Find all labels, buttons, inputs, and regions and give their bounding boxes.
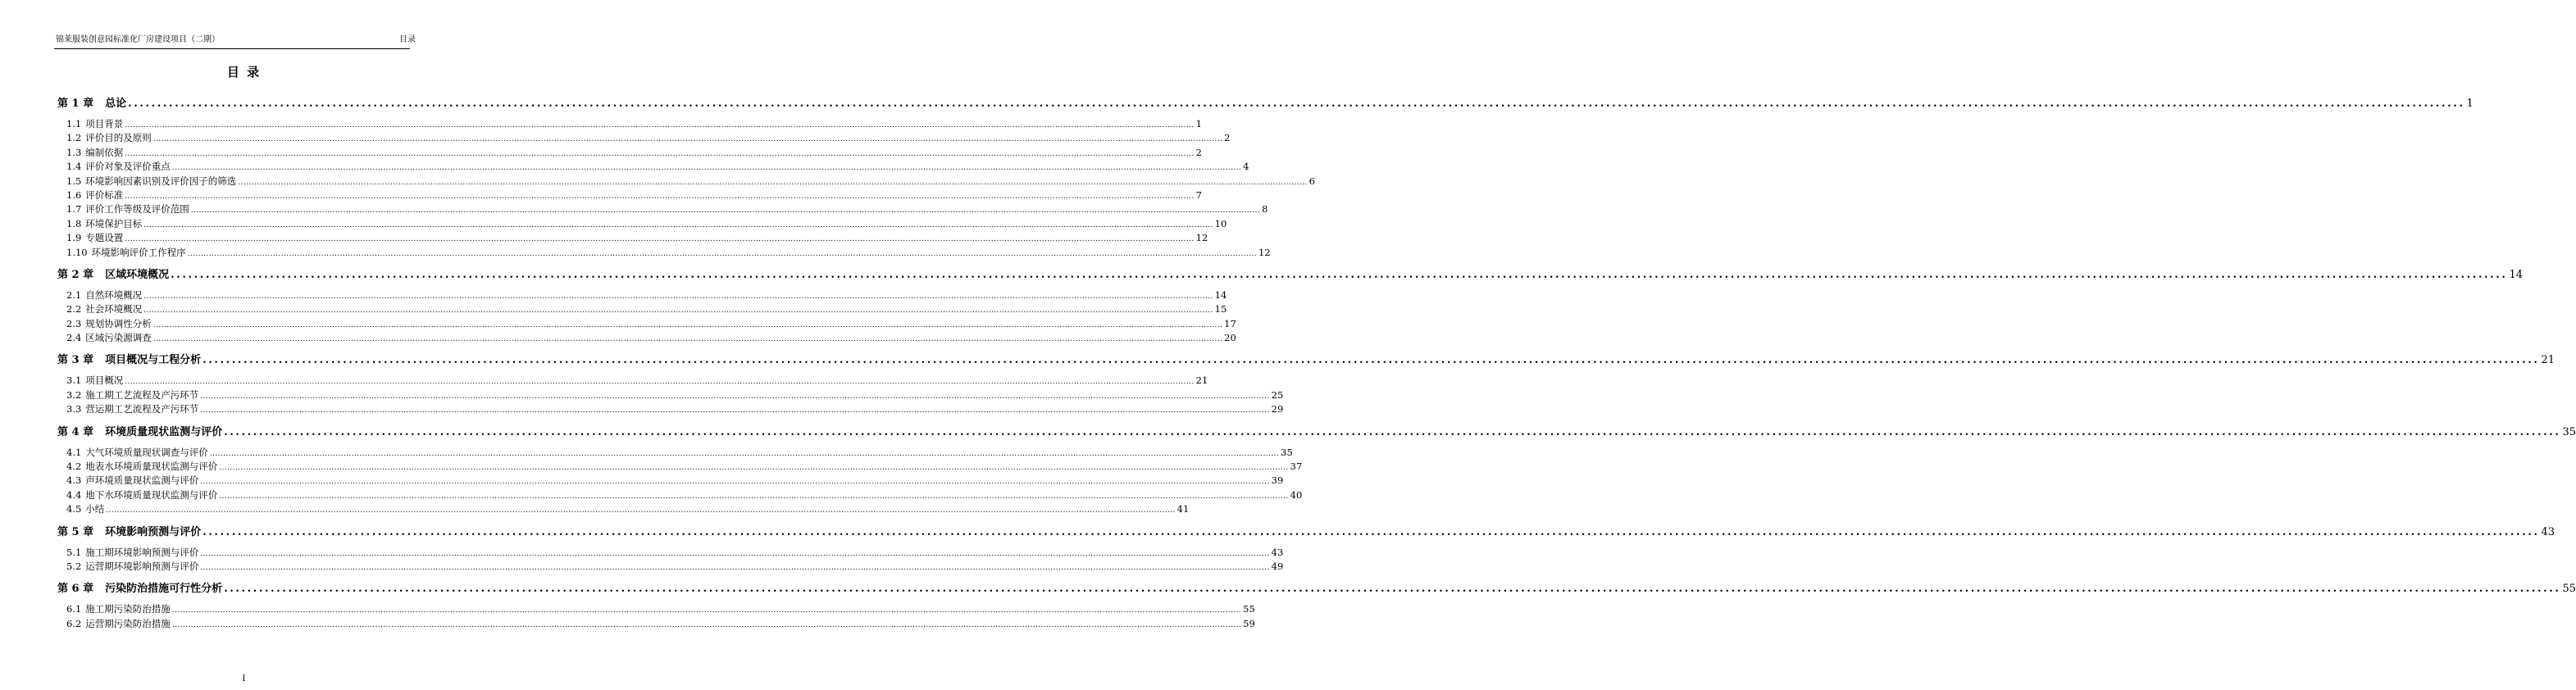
toc-section-entry-number: 1.2 <box>66 132 82 144</box>
toc-section-entry-number: 5.1 <box>66 546 82 558</box>
toc-section-entry-label <box>66 302 142 316</box>
toc-section-entry-label <box>66 460 217 474</box>
toc-chapter-entry-label <box>57 93 126 115</box>
dot-leader: ................................................................................................................................................................................................................................................................................................................................................................................................................ <box>224 583 2561 596</box>
dot-leader: ................................................................................................................................................................................................................................................................................................................................................................................................................ <box>125 378 1195 387</box>
toc-section-entry[interactable] <box>57 374 1208 388</box>
toc-chapter-entry[interactable] <box>57 421 2576 443</box>
toc-section-entry-label <box>66 117 123 131</box>
toc-section-entry-page: 55 <box>1243 603 1255 615</box>
toc-section-entry[interactable] <box>57 202 1268 216</box>
toc-section-entry-label <box>66 374 123 388</box>
toc-section-entry[interactable] <box>57 288 1227 302</box>
toc-section-entry-number: 4.5 <box>66 503 82 515</box>
toc-section-entry-label <box>66 446 208 460</box>
toc-section-entry-number: 3.2 <box>66 388 82 401</box>
toc-section-entry-page: 6 <box>1308 175 1315 187</box>
toc-chapter-entry-number: 第 1 章 <box>57 98 94 110</box>
dot-leader: ................................................................................................................................................................................................................................................................................................................................................................................................................ <box>152 335 1223 344</box>
toc-chapter-entry-label <box>57 521 201 543</box>
dot-leader: ................................................................................................................................................................................................................................................................................................................................................................................................................ <box>128 98 2465 110</box>
toc-section-entry-label <box>66 560 198 574</box>
toc-section-entry-label <box>66 402 198 416</box>
toc-section-entry[interactable] <box>57 117 1202 131</box>
toc-section-entry-number: 4.3 <box>66 474 82 487</box>
toc-section-entry-title: 评价工作等级及评价范围 <box>85 203 189 216</box>
toc-chapter-entry-title: 总论 <box>105 98 127 110</box>
toc-section-entry-label <box>66 146 123 160</box>
toc-section-entry-page: 35 <box>1281 446 1293 458</box>
toc-section-entry[interactable] <box>57 502 1190 516</box>
toc-section-entry[interactable] <box>57 217 1227 231</box>
toc-section-entry[interactable] <box>57 388 1284 402</box>
toc-section-entry[interactable] <box>57 231 1208 245</box>
toc-section-entry-page: 20 <box>1224 332 1236 344</box>
toc-section-entry-title: 项目背景 <box>85 118 124 129</box>
toc-section-entry-number: 1.9 <box>66 232 82 244</box>
toc-section-entry-label <box>66 217 142 231</box>
toc-chapter-entry-page: 55 <box>2562 583 2576 596</box>
toc-section-entry-page: 29 <box>1271 403 1284 415</box>
toc-section-entry-title: 大气环境质量现状调查与评价 <box>85 446 208 458</box>
toc-section-entry-number: 1.4 <box>66 161 82 173</box>
toc-chapter-entry-page: 21 <box>2541 354 2556 367</box>
dot-leader: ................................................................................................................................................................................................................................................................................................................................................................................................................ <box>200 549 1270 558</box>
toc-section-entry[interactable] <box>57 446 1293 460</box>
toc-section-entry-label <box>66 175 236 188</box>
toc-section-entry-label <box>66 288 142 302</box>
dot-leader: ................................................................................................................................................................................................................................................................................................................................................................................................................ <box>152 135 1223 144</box>
page-number: I <box>242 674 246 683</box>
toc-section-entry-title: 施工期工艺流程及产污环节 <box>85 388 199 401</box>
running-header <box>54 34 416 47</box>
toc-section-entry-title: 评价目的及原则 <box>85 132 152 144</box>
toc-section-entry[interactable] <box>57 160 1249 174</box>
toc-section-entry-page: 43 <box>1271 546 1284 558</box>
dot-leader: ................................................................................................................................................................................................................................................................................................................................................................................................................ <box>171 620 1242 629</box>
toc-section-entry-label <box>66 246 186 260</box>
toc-chapter-entry-number: 第 6 章 <box>57 583 94 596</box>
toc-section-entry-title: 施工期污染防治措施 <box>85 603 171 615</box>
toc-section-entry[interactable] <box>57 175 1315 188</box>
toc-section-entry-number: 4.1 <box>66 446 82 458</box>
toc-section-entry[interactable] <box>57 546 1284 560</box>
dot-leader: ................................................................................................................................................................................................................................................................................................................................................................................................................ <box>106 506 1176 515</box>
dot-leader: ................................................................................................................................................................................................................................................................................................................................................................................................................ <box>143 292 1213 301</box>
toc-section-entry-title: 评价标准 <box>85 188 124 201</box>
toc-section-entry-label <box>66 488 217 502</box>
dot-leader: ................................................................................................................................................................................................................................................................................................................................................................................................................ <box>125 192 1195 201</box>
toc-section-entry-label <box>66 317 152 331</box>
toc-chapter-entry-title: 项目概况与工程分析 <box>105 354 202 367</box>
toc-chapter-entry-title: 污染防治措施可行性分析 <box>105 583 223 596</box>
toc-section-entry-page: 15 <box>1214 303 1227 315</box>
toc-section-entry-title: 社会环境概况 <box>85 303 143 315</box>
toc-section-entry-label <box>66 202 189 216</box>
toc-section-entry-number: 2.4 <box>66 332 82 344</box>
toc-chapter-entry-title: 环境影响预测与评价 <box>105 525 202 538</box>
toc-section-entry[interactable] <box>57 617 1255 631</box>
toc-section-entry[interactable] <box>57 560 1284 574</box>
toc-section-entry-title: 声环境质量现状监测与评价 <box>85 474 199 487</box>
toc-chapter-entry-number: 第 4 章 <box>57 425 94 438</box>
toc-chapter-entry-label <box>57 349 201 371</box>
dot-leader: ................................................................................................................................................................................................................................................................................................................................................................................................................ <box>203 354 2540 367</box>
toc-section-entry[interactable] <box>57 460 1303 474</box>
toc-section-entry[interactable] <box>57 246 1271 260</box>
toc-section-entry-number: 4.2 <box>66 461 82 473</box>
header-project-title: 锦莱服装创意园标准化厂房建设项目（二期） <box>56 35 220 44</box>
toc-section-entry-page: 12 <box>1258 246 1271 258</box>
toc-section-entry-title: 环境影响因素识别及评价因子的筛选 <box>85 175 237 187</box>
toc-section-entry-page: 40 <box>1290 488 1303 501</box>
page-title: 目 录 <box>226 65 262 79</box>
toc-section-entry-title: 自然环境概况 <box>85 288 143 301</box>
toc-section-entry-label <box>66 188 123 202</box>
toc-section-entry-number: 1.5 <box>66 175 82 187</box>
toc-section-entry-title: 规划协调性分析 <box>85 317 152 329</box>
toc-section-entry-title: 地表水环境质量现状监测与评价 <box>85 461 218 473</box>
toc-section-entry-title: 区域污染源调查 <box>85 332 152 344</box>
toc-section-entry-number: 2.1 <box>66 288 82 301</box>
dot-leader: ................................................................................................................................................................................................................................................................................................................................................................................................................ <box>125 121 1195 129</box>
toc-chapter-entry-page: 35 <box>2562 425 2576 438</box>
toc-section-entry-page: 37 <box>1290 461 1303 473</box>
toc-section-entry-label <box>66 160 171 174</box>
toc-section-entry-number: 3.1 <box>66 375 82 387</box>
dot-leader: ................................................................................................................................................................................................................................................................................................................................................................................................................ <box>219 492 1289 501</box>
toc-section-entry[interactable] <box>57 331 1236 345</box>
toc-section-entry-title: 评价对象及评价重点 <box>85 161 171 173</box>
toc-chapter-entry-title: 环境质量现状监测与评价 <box>105 425 223 438</box>
toc-section-entry[interactable] <box>57 474 1284 488</box>
dot-leader: ................................................................................................................................................................................................................................................................................................................................................................................................................ <box>200 563 1270 572</box>
dot-leader: ................................................................................................................................................................................................................................................................................................................................................................................................................ <box>152 320 1223 329</box>
toc-chapter-entry[interactable] <box>57 521 2556 543</box>
toc-section-entry-number: 1.8 <box>66 217 82 229</box>
toc-section-entry-number: 5.2 <box>66 560 82 572</box>
toc-section-entry-number: 4.4 <box>66 488 82 501</box>
dot-leader: ................................................................................................................................................................................................................................................................................................................................................................................................................ <box>200 392 1270 401</box>
toc-chapter-entry-number: 第 3 章 <box>57 354 94 367</box>
toc-section-entry-number: 1.1 <box>66 118 82 129</box>
toc-section-entry[interactable] <box>57 402 1284 416</box>
toc-section-entry[interactable] <box>57 146 1202 160</box>
toc-section-entry[interactable] <box>57 602 1255 616</box>
toc-chapter-entry-page: 43 <box>2541 525 2556 538</box>
dot-leader: ................................................................................................................................................................................................................................................................................................................................................................................................................ <box>238 178 1308 187</box>
toc-section-entry-label <box>66 388 198 402</box>
toc-section-entry-title: 运营期环境影响预测与评价 <box>85 560 199 572</box>
toc-section-entry-page: 2 <box>1195 146 1202 158</box>
toc-section-entry-number: 6.2 <box>66 617 82 629</box>
toc-section-entry-page: 7 <box>1195 188 1202 201</box>
toc-section-entry-number: 1.10 <box>66 246 88 258</box>
toc-section-entry-number: 2.2 <box>66 303 82 315</box>
dot-leader: ................................................................................................................................................................................................................................................................................................................................................................................................................ <box>171 164 1242 173</box>
toc-section-entry-title: 项目概况 <box>85 375 124 387</box>
toc-section-entry[interactable] <box>57 131 1231 145</box>
toc-section-entry-title: 小结 <box>85 503 105 515</box>
dot-leader: ................................................................................................................................................................................................................................................................................................................................................................................................................ <box>187 249 1257 258</box>
toc-section-entry-page: 10 <box>1214 217 1227 229</box>
toc-section-entry-page: 14 <box>1214 288 1227 301</box>
toc-section-entry-title: 施工期环境影响预测与评价 <box>85 546 199 558</box>
toc-section-entry-page: 8 <box>1262 203 1268 216</box>
dot-leader: ................................................................................................................................................................................................................................................................................................................................................................................................................ <box>171 606 1242 615</box>
toc-section-entry-title: 环境保护目标 <box>85 217 143 229</box>
toc-section-entry-number: 2.3 <box>66 317 82 329</box>
toc-section-entry-page: 2 <box>1224 132 1231 144</box>
dot-leader: ................................................................................................................................................................................................................................................................................................................................................................................................................ <box>200 406 1270 415</box>
toc-section-entry-number: 3.3 <box>66 403 82 415</box>
toc-section-entry-page: 49 <box>1271 560 1284 572</box>
toc-section-entry[interactable] <box>57 488 1303 502</box>
toc-section-entry-label <box>66 602 171 616</box>
toc-section-entry-label <box>66 131 152 145</box>
toc-chapter-entry-title: 区域环境概况 <box>105 268 170 281</box>
toc-section-entry-page: 25 <box>1271 388 1284 401</box>
dot-leader: ................................................................................................................................................................................................................................................................................................................................................................................................................ <box>171 268 2508 281</box>
header-section-label: 目录 <box>399 35 416 44</box>
toc-section-entry-page: 41 <box>1176 503 1190 515</box>
toc-section-entry-page: 39 <box>1271 474 1284 487</box>
toc-section-entry-title: 运营期污染防治措施 <box>85 617 171 629</box>
header-rule <box>54 48 410 49</box>
toc-section-entry-title: 编制依据 <box>85 146 124 158</box>
toc-chapter-entry[interactable] <box>57 264 2524 286</box>
toc-section-entry[interactable] <box>57 302 1227 316</box>
table-of-contents <box>57 93 2576 635</box>
toc-section-entry-number: 1.3 <box>66 146 82 158</box>
toc-chapter-entry[interactable] <box>57 93 2474 115</box>
dot-leader: ................................................................................................................................................................................................................................................................................................................................................................................................................ <box>203 525 2540 538</box>
dot-leader: ................................................................................................................................................................................................................................................................................................................................................................................................................ <box>209 449 1280 458</box>
toc-chapter-entry-label <box>57 578 222 600</box>
toc-section-entry-label <box>66 617 171 631</box>
toc-section-entry-page: 4 <box>1243 161 1249 173</box>
toc-section-entry-page: 59 <box>1243 617 1255 629</box>
dot-leader: ................................................................................................................................................................................................................................................................................................................................................................................................................ <box>200 478 1270 487</box>
toc-section-entry-page: 12 <box>1195 232 1208 244</box>
toc-chapter-entry-page: 1 <box>2466 98 2474 110</box>
toc-section-entry-label <box>66 546 198 560</box>
toc-section-entry[interactable] <box>57 317 1236 331</box>
dot-leader: ................................................................................................................................................................................................................................................................................................................................................................................................................ <box>224 425 2561 438</box>
toc-section-entry-title: 环境影响评价工作程序 <box>91 246 186 258</box>
toc-section-entry-title: 营运期工艺流程及产污环节 <box>85 403 199 415</box>
toc-section-entry-number: 1.7 <box>66 203 82 216</box>
dot-leader: ................................................................................................................................................................................................................................................................................................................................................................................................................ <box>219 464 1289 473</box>
toc-chapter-entry-label <box>57 421 222 443</box>
toc-section-entry-label <box>66 502 104 516</box>
dot-leader: ................................................................................................................................................................................................................................................................................................................................................................................................................ <box>143 220 1213 229</box>
toc-section-entry-number: 6.1 <box>66 603 82 615</box>
toc-section-entry-page: 1 <box>1195 118 1202 129</box>
toc-section-entry-title: 地下水环境质量现状监测与评价 <box>85 488 218 501</box>
toc-chapter-entry[interactable] <box>57 349 2556 371</box>
toc-section-entry-page: 17 <box>1224 317 1236 329</box>
dot-leader: ................................................................................................................................................................................................................................................................................................................................................................................................................ <box>190 207 1261 216</box>
dot-leader: ................................................................................................................................................................................................................................................................................................................................................................................................................ <box>125 235 1195 244</box>
toc-section-entry-label <box>66 474 198 488</box>
toc-section-entry-page: 21 <box>1195 375 1208 387</box>
toc-section-entry-title: 专题设置 <box>85 232 124 244</box>
toc-section-entry[interactable] <box>57 188 1202 202</box>
toc-section-entry-number: 1.6 <box>66 188 82 201</box>
toc-chapter-entry-page: 14 <box>2509 268 2524 281</box>
toc-chapter-entry-number: 第 5 章 <box>57 525 94 538</box>
toc-section-entry-label <box>66 231 123 245</box>
toc-chapter-entry-number: 第 2 章 <box>57 268 94 281</box>
toc-chapter-entry-label <box>57 264 169 286</box>
toc-section-entry-label <box>66 331 152 345</box>
dot-leader: ................................................................................................................................................................................................................................................................................................................................................................................................................ <box>125 149 1195 158</box>
toc-chapter-entry[interactable] <box>57 578 2576 600</box>
dot-leader: ................................................................................................................................................................................................................................................................................................................................................................................................................ <box>143 306 1213 315</box>
